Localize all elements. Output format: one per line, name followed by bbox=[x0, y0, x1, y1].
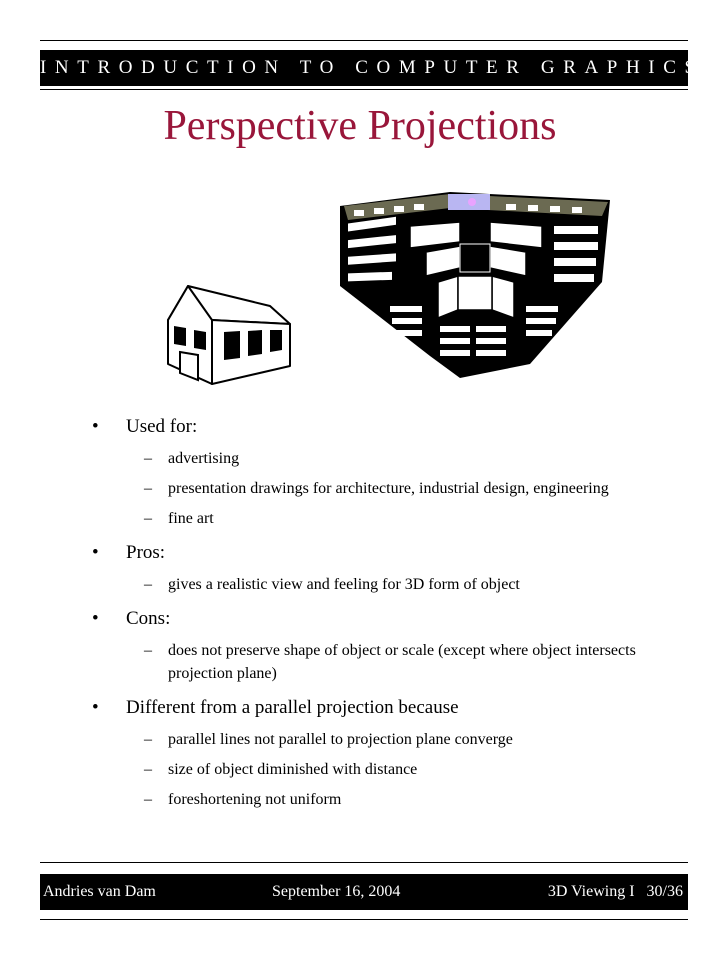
house-window bbox=[224, 331, 240, 360]
footer-bar bbox=[40, 874, 688, 910]
bullet-list bbox=[92, 404, 672, 811]
sub-bullet-item: – parallel lines not parallel to projection plane converge bbox=[144, 731, 513, 748]
house-window bbox=[194, 330, 206, 350]
bullet-item: • Used for: bbox=[92, 416, 198, 437]
house-door bbox=[180, 352, 198, 380]
header-bottom-rule bbox=[40, 89, 688, 90]
house-window bbox=[248, 330, 262, 356]
sub-bullet-item: – presentation drawings for architecture, industrial design, engineering bbox=[144, 480, 609, 497]
building-illustration bbox=[330, 186, 620, 380]
sub-bullet-item: – fine art bbox=[144, 510, 214, 527]
footer-author: Andries van Dam bbox=[43, 883, 156, 900]
bullet-item: • Different from a parallel projection because bbox=[92, 697, 459, 718]
slide-title: Perspective Projections bbox=[163, 103, 557, 149]
bullet-item: • Pros: bbox=[92, 542, 166, 563]
header-top-rule bbox=[40, 40, 688, 41]
footer-slide-ref: 3D Viewing I 30/36 bbox=[547, 883, 683, 900]
house-window bbox=[270, 330, 282, 352]
sub-bullet-item: – size of object diminished with distance bbox=[144, 761, 418, 778]
bullet-item: • Cons: bbox=[92, 608, 171, 629]
footer-bottom-rule bbox=[40, 919, 688, 920]
footer-top-rule bbox=[40, 862, 688, 863]
sub-bullet-item: – foreshortening not uniform bbox=[144, 791, 342, 808]
sub-bullet-item: – advertising bbox=[144, 450, 240, 467]
sub-bullet-item: – gives a realistic view and feeling for 3D form of object bbox=[144, 576, 520, 593]
house-illustration bbox=[166, 280, 296, 390]
footer-date: September 16, 2004 bbox=[272, 883, 401, 900]
sub-bullet-item: – does not preserve shape of object or scale (except where object intersects projection plane) bbox=[144, 642, 636, 682]
header-bar bbox=[40, 50, 704, 86]
course-title: INTRODUCTION TO COMPUTER GRAPHICS bbox=[40, 57, 704, 78]
house-window bbox=[174, 326, 186, 346]
